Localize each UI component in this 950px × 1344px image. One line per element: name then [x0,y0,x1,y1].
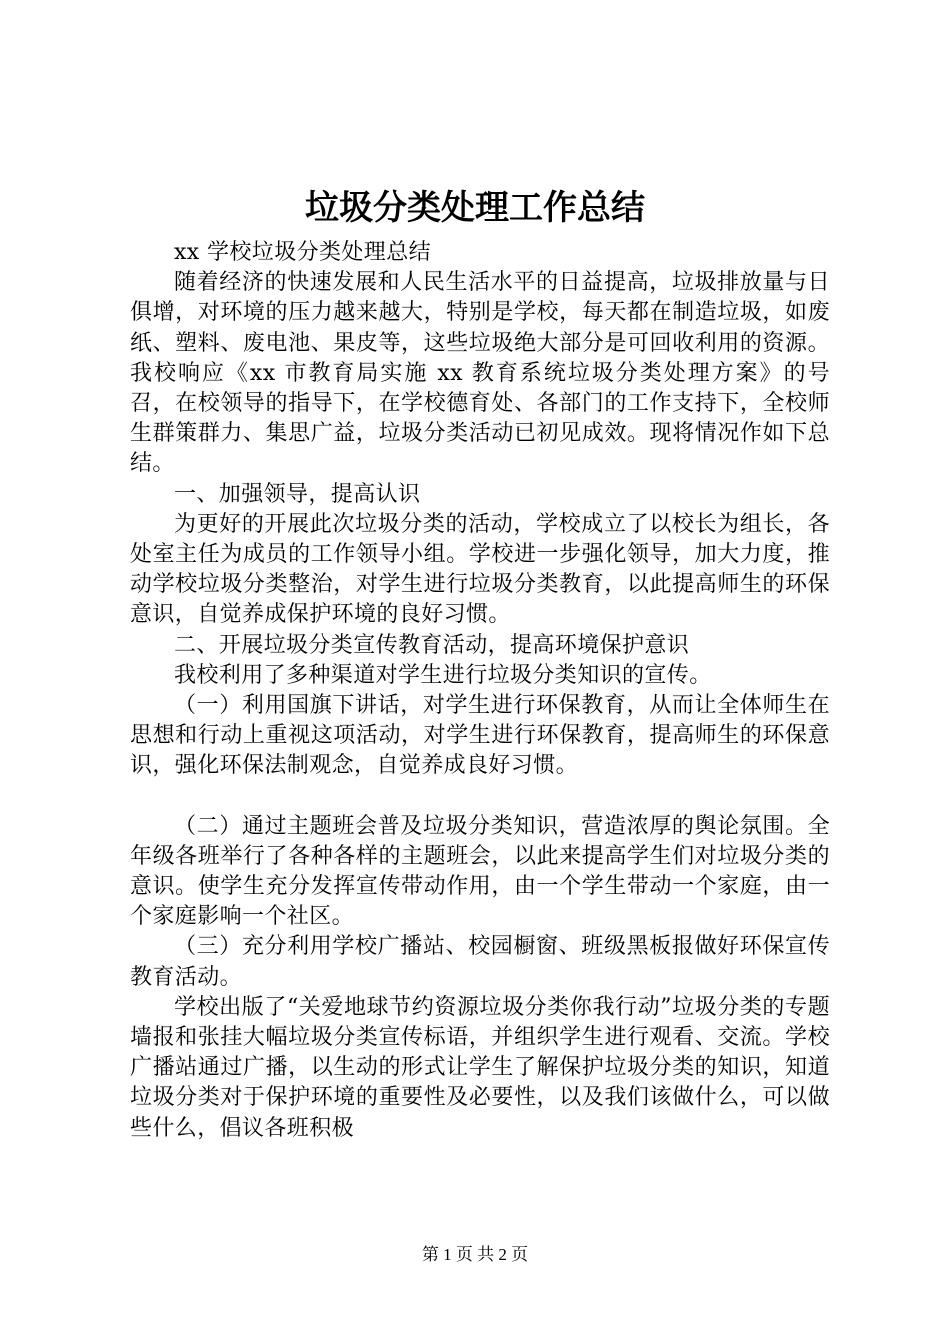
paragraph-channels: 我校利用了多种渠道对学生进行垃圾分类知识的宣传。 [174,662,712,688]
paragraph-subtitle: xx 学校垃圾分类处理总结 [174,240,432,265]
page-number: 第 1 页 共 2 页 [421,1245,529,1264]
section-heading-2: 二、开展垃圾分类宣传教育活动，提高环境保护意识 [174,632,690,658]
document-title: 垃圾分类处理工作总结 [305,188,645,228]
section-heading-1: 一、加强领导，提高认识 [174,481,421,507]
paragraph-item-1: （一）利用国旗下讲话，对学生进行环保教育，从而让全体师生在思想和行动上重视这项活动，对学生进行环保教育，提高师生的环保意识，强化环保法制观念，自觉养成良好习惯。 [130,693,830,779]
paragraph-intro: 随着经济的快速发展和人民生活水平的日益提高，垃圾排放量与日俱增，对环境的压力越来越大，特别是学校，每天都在制造垃圾，如废纸、塑料、废电池、果皮等，这些垃圾绝大部分是可回收利用的资源。我校响应《xx 市教育局实施 xx 教育系统垃圾分类处理方案》的号召，在校领导的指导下，在学校德育处、各部门的工作支持下，全校师生群策群力、集思广益，垃圾分类活动已初见成效。现将情况作如下总结。 [130,270,830,477]
paragraph-publicity: 学校出版了“关爱地球节约资源垃圾分类你我行动”垃圾分类的专题墙报和张挂大幅垃圾分类宣传标语，并组织学生进行观看、交流。学校广播站通过广播，以生动的形式让学生了解保护垃圾分类的知识，知道垃圾分类对于保护环境的重要性及必要性，以及我们该做什么，可以做些什么，倡议各班积极 [130,994,830,1141]
paragraph-item-2: （二）通过主题班会普及垃圾分类知识，营造浓厚的舆论氛围。全年级各班举行了各种各样的主题班会，以此来提高学生们对垃圾分类的意识。使学生充分发挥宣传带动作用，由一个学生带动一个家庭，由一个家庭影响一个社区。 [130,813,830,930]
document-body [130,238,830,1144]
paragraph-leadership: 为更好的开展此次垃圾分类的活动，学校成立了以校长为组长，各处室主任为成员的工作领导小组。学校进一步强化领导，加大力度，推动学校垃圾分类整治，对学生进行垃圾分类教育，以此提高师生的环保意识，自觉养成保护环境的良好习惯。 [130,511,830,628]
paragraph-item-3: （三）充分利用学校广播站、校园橱窗、班级黑板报做好环保宣传教育活动。 [130,934,830,990]
